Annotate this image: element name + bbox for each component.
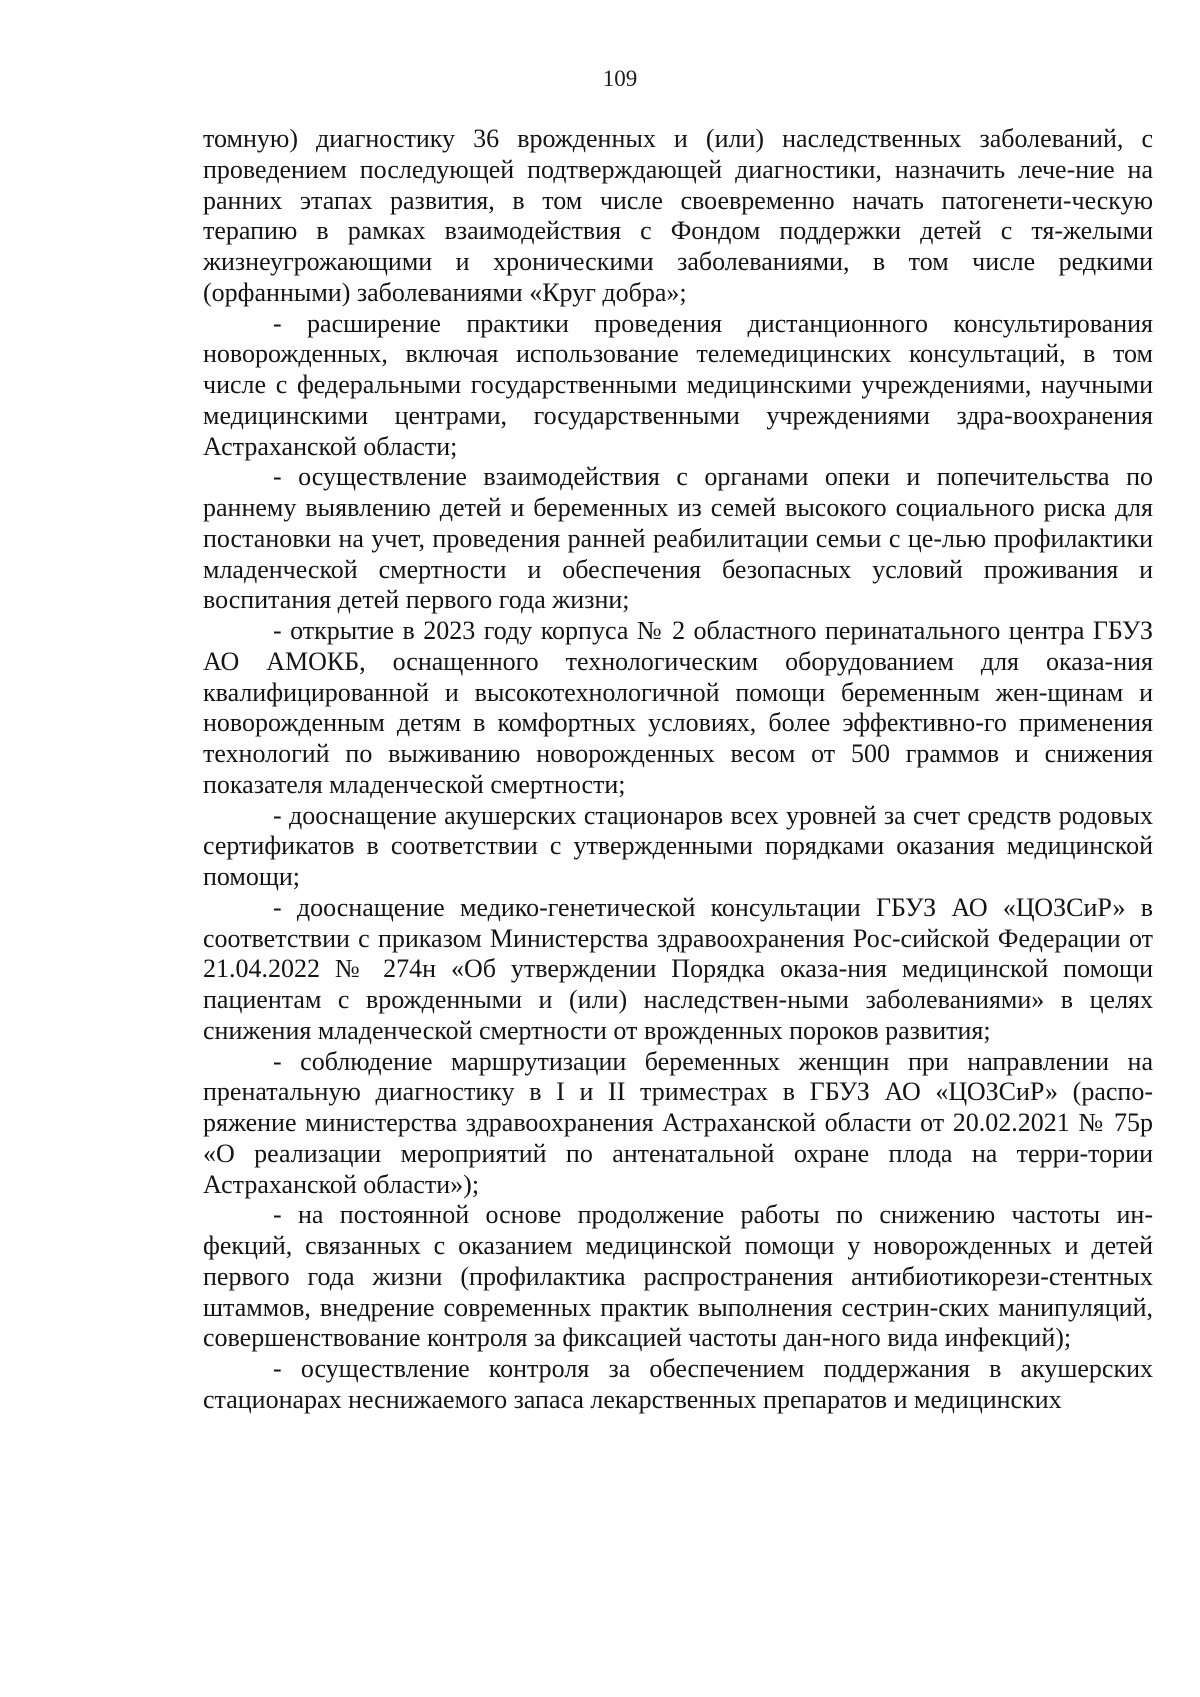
paragraph-perinatal-center: - открытие в 2023 году корпуса № 2 областного перинатального центра ГБУЗ АО АМОКБ, оснащенного технологическим оборудованием для оказа-ния квалифицированной и высокотехнологичной помощи беременным жен-щинам и новорожденным детям в комфортных условиях, более эффективно-го применения технологий по выживанию новорожденных весом от 500 граммов и снижения показателя младенческой смертности; bbox=[203, 616, 1153, 799]
page-number: 109 bbox=[602, 66, 638, 91]
paragraph-guardianship: - осуществление взаимодействия с органами опеки и попечительства по раннему выявлению детей и беременных из семей высокого социального риска для постановки на учет, проведения ранней реабилитации семьи с це-лью профилактики младенческой смертности и обеспечения безопасных условий проживания и воспитания детей первого года жизни; bbox=[203, 462, 1153, 615]
paragraph-medicine-stock: - осуществление контроля за обеспечением поддержания в акушерских стационарах неснижаемого запаса лекарственных препаратов и медицинских bbox=[203, 1354, 1153, 1414]
paragraph-telemedicine: - расширение практики проведения дистанционного консультирования новорожденных, включая использование телемедицинских консультаций, в том числе с федеральными государственными медицинскими учреждениями, научными медицинскими центрами, государственными учреждениями здра-воохранения Астраханской области; bbox=[203, 308, 1153, 461]
paragraph-continuation: томную) диагностику 36 врожденных и (или) наследственных заболеваний, с проведением последующей подтверждающей диагностики, назначить лече-ние на ранних этапах развития, в том числе своевременно начать патогенети-ческую терапию в рамках взаимодействия с Фондом поддержки детей с тя-желыми жизнеугрожающими и хроническими заболеваниями, в том числе редкими (орфанными) заболеваниями «Круг добра»; bbox=[203, 124, 1153, 307]
paragraph-prenatal-routing: - соблюдение маршрутизации беременных женщин при направлении на пренатальную диагностику в I и II триместрах в ГБУЗ АО «ЦОЗСиР» (распо-ряжение министерства здравоохранения Астраханской области от 20.02.2021 № 75р «О реализации мероприятий по антенатальной охране плода на терри-тории Астраханской области»); bbox=[203, 1046, 1153, 1199]
paragraph-genetic-consultation: - дооснащение медико-генетической консультации ГБУЗ АО «ЦОЗСиР» в соответствии с приказом Министерства здравоохранения Рос-сийской Федерации от 21.04.2022 № 274н «Об утверждении Порядка оказа-ния медицинской помощи пациентам с врожденными и (или) наследствен-ными заболеваниями» в целях снижения младенческой смертности от врожденных пороков развития; bbox=[203, 892, 1153, 1045]
paragraph-obstetric-equipment: - дооснащение акушерских стационаров всех уровней за счет средств родовых сертификатов в соответствии с утвержденными порядками оказания медицинской помощи; bbox=[203, 800, 1153, 891]
document-body bbox=[203, 124, 1153, 1416]
paragraph-infection-control: - на постоянной основе продолжение работы по снижению частоты ин-фекций, связанных с оказанием медицинской помощи у новорожденных и детей первого года жизни (профилактика распространения антибиотикорези-стентных штаммов, внедрение современных практик выполнения сестрин-ских манипуляций, совершенствование контроля за фиксацией частоты дан-ного вида инфекций); bbox=[203, 1200, 1153, 1353]
